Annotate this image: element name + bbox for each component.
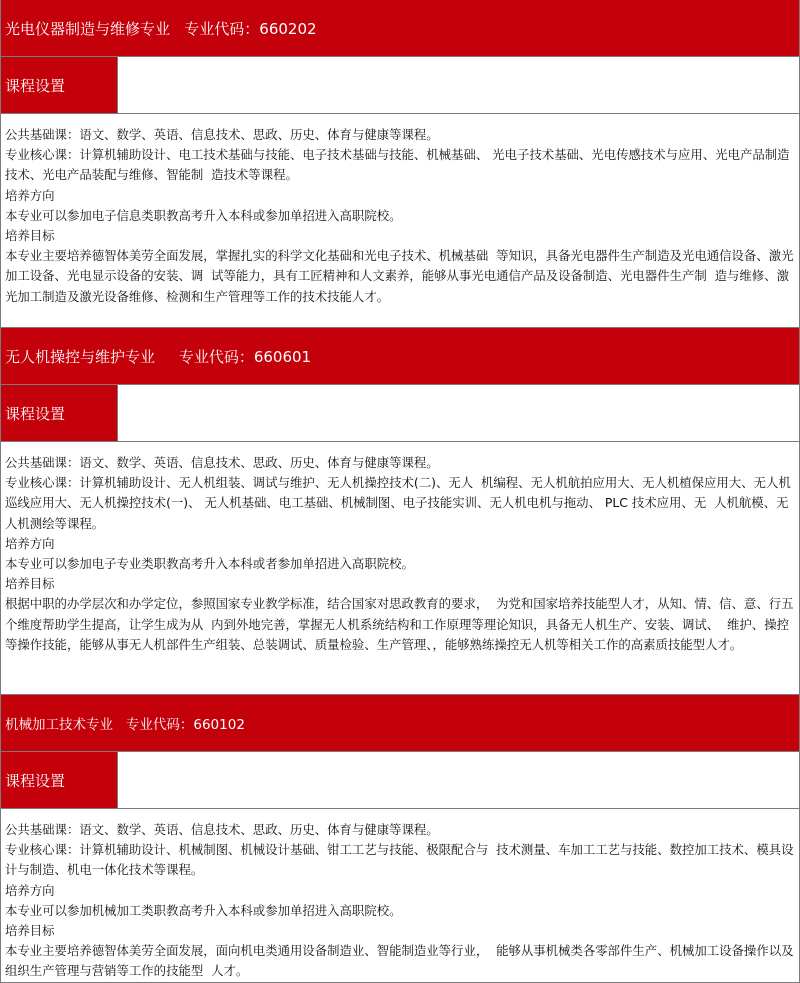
core-courses: 专业核心课：计算机辅助设计、无人机组装、调试与维护、无人机操控技术(二)、无人 机编程、无人机航拍应用大、无人机植保应用大、无人机巡线应用大、无人机操控技术(一)、 无人机基础、电工基础、机械制图、电子技能实训、无人机电机与拖动、 PLC 技术应用、无 人机航模、无人机测绘等课程。 <box>5 475 791 531</box>
course-settings-label: 课程设置 <box>1 57 118 113</box>
major-section-drone <box>1 328 799 695</box>
course-settings-row <box>1 752 799 809</box>
public-courses: 公共基础课：语文、数学、英语、信息技术、思政、历史、体育与健康等课程。 <box>5 455 439 470</box>
goal-label: 培养目标 <box>5 576 55 592</box>
major-title: 机械加工技术专业 专业代码：660102 <box>1 695 799 752</box>
goal-text: 本专业主要培养德智体美劳全面发展，面向机电类通用设备制造业、智能制造业等行业， 能够从事机械类各零部件生产、机械加工设备操作以及组织生产管理与营销等工作的技能型 人才。 <box>5 943 794 979</box>
major-description <box>1 114 799 328</box>
goal-label: 培养目标 <box>5 228 55 244</box>
major-description <box>1 809 799 983</box>
major-section-machining <box>1 695 799 983</box>
course-settings-row <box>1 385 799 442</box>
direction-text: 本专业可以参加电子专业类职教高考升入本科或者参加单招进入高职院校。 <box>5 556 414 572</box>
core-courses: 专业核心课：计算机辅助设计、机械制图、机械设计基础、钳工工艺与技能、极限配合与 技术测量、车加工工艺与技能、数控加工技术、模具设计与制造、机电一体化技术等课程。 <box>5 842 794 878</box>
public-courses: 公共基础课：语文、数学、英语、信息技术、思政、历史、体育与健康等课程。 <box>5 822 439 837</box>
direction-label: 培养方向 <box>5 187 55 203</box>
direction-text: 本专业可以参加机械加工类职教高考升入本科或参加单招进入高职院校。 <box>5 902 402 918</box>
goal-text: 本专业主要培养德智体美劳全面发展，掌握扎实的科学文化基础和光电子技术、机械基础 等知识，具备光电器件生产制造及光电通信设备、激光加工设备、光电显示设备的安装、调 试等能力，具有工匠精神和人文素养，能够从事光电通信产品及设备制造、光电器件生产制 造与维修、激光加工制造及激光设备维修、检测和生产管理等工作的技术技能人才。 <box>5 248 794 304</box>
course-settings-blank <box>118 57 799 113</box>
public-courses: 公共基础课：语文、数学、英语、信息技术、思政、历史、体育与健康等课程。 <box>5 127 439 142</box>
direction-label: 培养方向 <box>5 535 55 551</box>
goal-label: 培养目标 <box>5 923 55 939</box>
goal-text: 根据中职的办学层次和办学定位，参照国家专业教学标准，结合国家对思政教育的要求， 为党和国家培养技能型人才，从知、情、信、意、行五个维度帮助学生提高，让学生成为从 内到外地完善，掌握无人机系统结构和工作原理等理论知识，具备无人机生产、安装、调试、 维护、操控等操作技能，能够从事无人机部件生产组装、总装调试、质量检验、生产管理、，能够熟练操控无人机等相关工作的高素质技能型人才。 <box>5 596 794 652</box>
course-settings-row <box>1 57 799 114</box>
course-settings-blank <box>118 385 799 441</box>
course-settings-label: 课程设置 <box>1 385 118 441</box>
direction-text: 本专业可以参加电子信息类职教高考升入本科或参加单招进入高职院校。 <box>5 207 402 223</box>
major-title: 无人机操控与维护专业 专业代码：660601 <box>1 328 799 385</box>
major-section-optoelectronics <box>1 0 799 328</box>
major-description <box>1 442 799 695</box>
major-title: 光电仪器制造与维修专业 专业代码：660202 <box>1 0 799 57</box>
course-settings-label: 课程设置 <box>1 752 118 808</box>
course-settings-blank <box>118 752 799 808</box>
core-courses: 专业核心课：计算机辅助设计、电工技术基础与技能、电子技术基础与技能、机械基础、 光电子技术基础、光电传感技术与应用、光电产品制造技术、光电产品装配与维修、智能制 造技术等课程。 <box>5 147 790 183</box>
direction-label: 培养方向 <box>5 882 55 898</box>
